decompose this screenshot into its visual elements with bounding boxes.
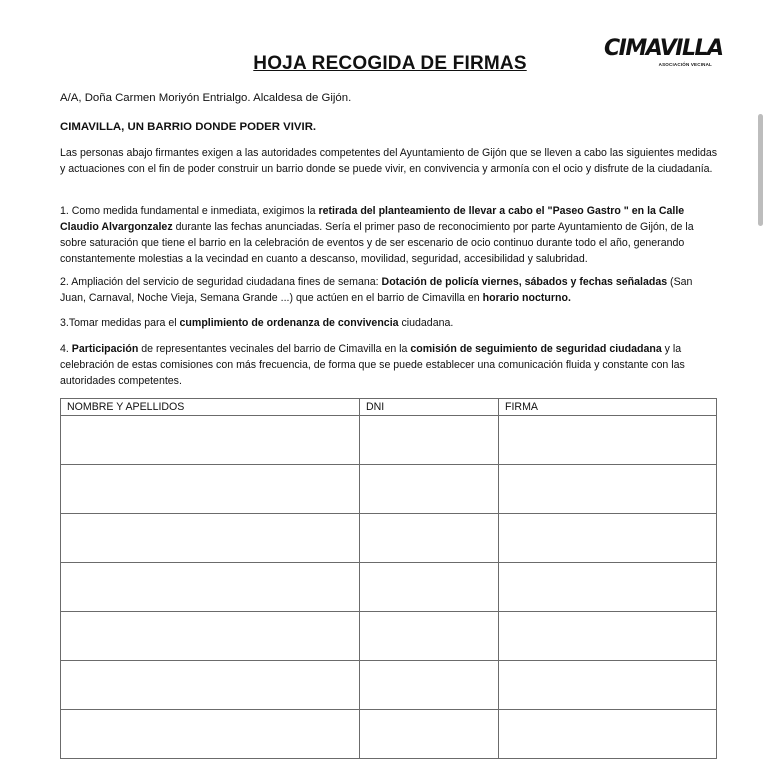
logo-subtitle: ASOCIACIÓN VECINAL [658,62,712,67]
name-cell[interactable] [61,416,360,465]
item2-bold-d: horario nocturno. [482,292,571,304]
signature-row [61,416,717,465]
signature-row [61,514,717,563]
item3-text-a: 3.Tomar medidas para el [60,317,180,329]
item2-text-a: 2. Ampliación del servicio de seguridad ciudadana fines de semana: [60,276,382,288]
name-cell[interactable] [61,661,360,710]
cimavilla-logo [604,36,723,72]
signature-table [60,398,717,759]
item2-bold-b: Dotación de policía viernes, sábados y fechas señaladas [381,276,668,288]
item3-text-c: ciudadana. [398,317,454,329]
demand-item-1 [60,203,720,267]
signature-row [61,612,717,661]
item4-text-c: de representantes vecinales del barrio de Cimavilla en la [138,343,411,355]
header-dni: DNI [360,399,499,416]
item4-bold-b: Participación [71,343,139,355]
signature-cell[interactable] [499,563,717,612]
name-cell[interactable] [61,465,360,514]
header-signature: FIRMA [499,399,717,416]
signature-cell[interactable] [499,612,717,661]
signature-row [61,465,717,514]
signature-cell[interactable] [499,465,717,514]
addressee-line: A/A, Doña Carmen Moriyón Entrialgo. Alcaldesa de Gijón. [60,92,352,104]
signature-row [61,563,717,612]
signature-table-header [61,399,717,416]
dni-cell[interactable] [360,661,499,710]
signature-cell[interactable] [499,416,717,465]
item1-bold: retirada del planteamiento de llevar a cabo el "Paseo Gastro " en la Calle Claudio Alvargonzalez [60,205,685,233]
signature-cell[interactable] [499,710,717,759]
item3-bold: cumplimiento de ordenanza de convivencia [179,317,399,329]
item2-text-c: (San Juan, Carnaval, Noche Vieja, Semana Grande ...) que actúen en el barrio de Cimavilla en [60,276,693,304]
demand-item-2 [60,274,720,306]
item4-text-a: 4. [60,343,72,355]
document-subtitle: CIMAVILLA, UN BARRIO DONDE PODER VIVIR. [60,121,317,133]
name-cell[interactable] [61,514,360,563]
demand-item-3 [60,315,720,331]
document-title: HOJA RECOGIDA DE FIRMAS [253,53,527,74]
dni-cell[interactable] [360,514,499,563]
logo-wordmark: CIMAVILLA [604,36,723,61]
dni-cell[interactable] [360,465,499,514]
name-cell[interactable] [61,710,360,759]
vertical-scrollbar[interactable] [758,114,763,226]
intro-paragraph: Las personas abajo firmantes exigen a las autoridades competentes del Ayuntamiento de Gijón que se lleven a cabo las siguientes medidas y actuaciones con el fin de poder construir un barrio donde se puede vivir, en convivencia y armonía con el ocio y disfrute de la ciudadanía. [60,147,718,175]
item1-text-a: 1. Como medida fundamental e inmediata, exigimos la [60,205,319,217]
signature-row [61,710,717,759]
name-cell[interactable] [61,563,360,612]
signature-row [61,661,717,710]
signature-cell[interactable] [499,514,717,563]
signature-cell[interactable] [499,661,717,710]
dni-cell[interactable] [360,710,499,759]
header-name: NOMBRE Y APELLIDOS [61,399,360,416]
item1-text-c: durante las fechas anunciadas. Sería el primer paso de reconocimiento por parte Ayuntamiento de Gijón, de la sobre saturación que tiene el barrio en la celebración de eventos y de ser escenario de ocio continuo durante todo el año, generando constantemente molestias a la vecindad en cuanto a descanso, movilidad, seguridad, accesibilidad y salubridad. [60,221,694,265]
demand-item-4 [60,341,720,389]
dni-cell[interactable] [360,563,499,612]
dni-cell[interactable] [360,416,499,465]
item4-bold-d: comisión de seguimiento de seguridad ciudadana [410,343,662,355]
name-cell[interactable] [61,612,360,661]
item4-text-e: y la celebración de estas comisiones con más frecuencia, de forma que se puede establecer una comunicación fluida y constante con las autoridades competentes. [60,343,685,387]
dni-cell[interactable] [360,612,499,661]
